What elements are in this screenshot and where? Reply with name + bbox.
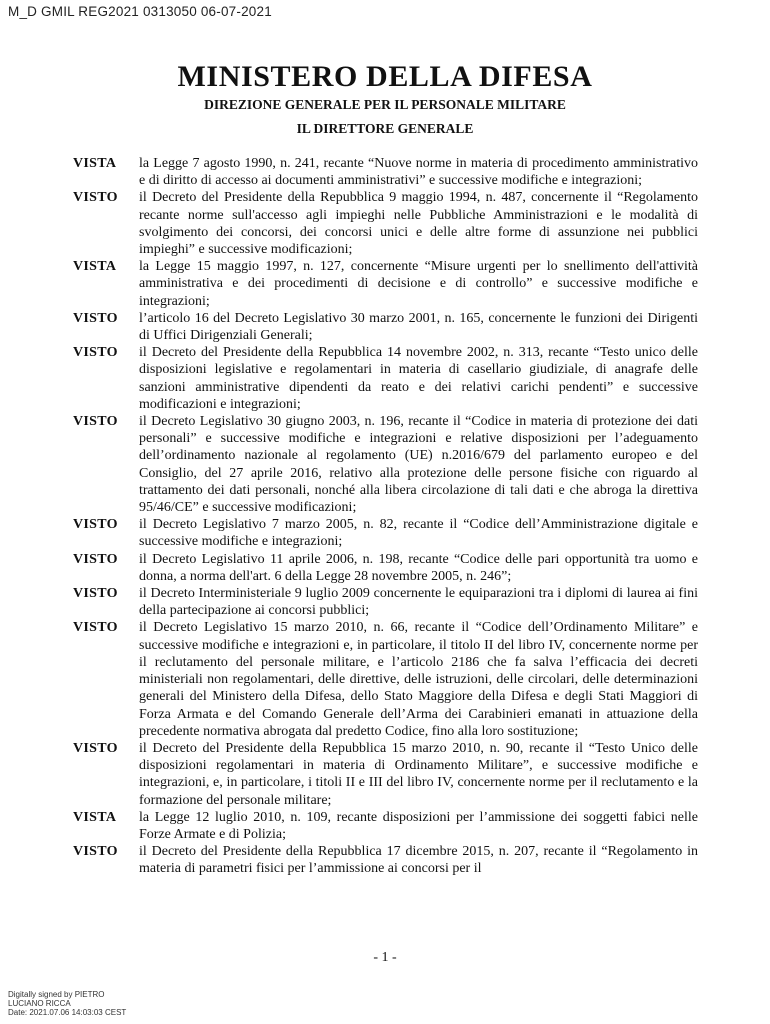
clause-row [73, 843, 698, 877]
digital-signature [8, 990, 126, 1017]
clause-text: la Legge 15 maggio 1997, n. 127, concernente “Misure urgenti per lo snellimento dell'attività amministrativa e dei procedimenti di decisione e di controllo” e successive modifiche e integrazioni; [139, 259, 698, 309]
clause-row [73, 619, 698, 739]
protocol-stamp: M_D GMIL REG2021 0313050 06-07-2021 [8, 4, 272, 19]
clause-row [73, 516, 698, 550]
clause-text: l’articolo 16 del Decreto Legislativo 30 marzo 2001, n. 165, concernente le funzioni dei Dirigenti di Uffici Dirigenziali Generali; [139, 310, 698, 344]
clause-text: il Decreto Legislativo 7 marzo 2005, n. 82, recante il “Codice dell’Amministrazione digitale e successive modifiche e integrazioni; [139, 517, 698, 550]
clause-row [73, 155, 698, 189]
clause-keyword: VISTO [73, 414, 118, 430]
clause-keyword: VISTO [73, 310, 118, 326]
clause-keyword: VISTO [73, 844, 118, 860]
clause-keyword: VISTO [73, 620, 118, 636]
clause-text: il Decreto del Presidente della Repubblica 9 maggio 1994, n. 487, concernente il “Regolamento recante norme sull'accesso agli impieghi nelle Pubbliche Amministrazioni e le modalità di svolgimento dei concorsi, dei concorsi unici e delle altre forme di assunzione nei pubblici impieghi” e successive modificazioni; [139, 190, 698, 258]
clause-row [73, 344, 698, 413]
clause-row [73, 413, 698, 516]
signature-line: Date: 2021.07.06 14:03:03 CEST [8, 1008, 127, 1017]
clause-row [73, 585, 698, 619]
clause-row [73, 551, 698, 585]
clause-text: il Decreto del Presidente della Repubblica 15 marzo 2010, n. 90, recante il “Testo Unico delle disposizioni regolamentari in materia di Ordinamento Militare”, e successive modifiche e integrazioni, e, in particolare, i titoli II e III del libro IV, concernente norme per il reclutamento e la formazione del personale militare; [139, 740, 698, 808]
direction-title: DIREZIONE GENERALE PER IL PERSONALE MILITARE [204, 97, 566, 112]
clause-text: il Decreto Legislativo 11 aprile 2006, n. 198, recante “Codice delle pari opportunità tra uomo e donna, a norma dell'art. 6 della Legge 28 novembre 2005, n. 246”; [139, 551, 698, 584]
clause-text: il Decreto Interministeriale 9 luglio 2009 concernente le equiparazioni tra i diplomi di laurea ai fini della partecipazione ai concorsi pubblici; [139, 586, 698, 619]
signature-line: LUCIANO RICCA [8, 999, 71, 1008]
clause-keyword: VISTO [73, 190, 118, 206]
clause-text: la Legge 12 luglio 2010, n. 109, recante disposizioni per l’ammissione dei soggetti fabici nelle Forze Armate e di Polizia; [139, 809, 698, 842]
clause-row [73, 740, 698, 809]
clause-text: il Decreto del Presidente della Repubblica 14 novembre 2002, n. 313, recante “Testo unico delle disposizioni legislative e regolamentari in materia di casellario giudiziale, di anagrafe delle sanzioni amministrative dipendenti da reato e dei relativi carichi pendenti” e successive modificazioni e integrazioni; [139, 345, 698, 412]
document-body [73, 155, 698, 878]
clause-keyword: VISTA [73, 259, 117, 275]
clause-text: il Decreto del Presidente della Repubblica 17 dicembre 2015, n. 207, recante il “Regolamento in materia di parametri fisici per l’ammissione ai concorsi per il [139, 844, 698, 877]
clause-keyword: VISTO [73, 517, 118, 533]
clause-text: il Decreto Legislativo 30 giugno 2003, n. 196, recante il “Codice in materia di protezione dei dati personali” e successive modifiche e integrazioni e relative disposizioni per l’adeguamento dell’ordinamento nazionale al regolamento (UE) n.2016/679 del parlamento europeo e del Consiglio, del 27 aprile 2016, relativo alla protezione delle persone fisiche con riguardo al trattamento dei dati personali, nonché alla libera circolazione di tali dati e che abroga la direttiva 95/46/CE” e successive modificazioni; [139, 414, 698, 516]
clause-row [73, 258, 698, 310]
signature-line: Digitally signed by PIETRO [8, 990, 105, 999]
clause-keyword: VISTA [73, 809, 117, 825]
clause-keyword: VISTO [73, 586, 118, 602]
clause-text: il Decreto Legislativo 15 marzo 2010, n. 66, recante il “Codice dell’Ordinamento Militare” e successive modifiche e integrazioni e, in particolare, il titolo II del libro IV, concernente norme per il reclutamento del personale militare, e l’articolo 2186 che fa salva l’efficacia dei decreti ministeriali non regolamentari, delle direttive, delle istruzioni, delle circolari, delle determinazioni generali del Ministero della Difesa, dello Stato Maggiore della Difesa e degli Stati Maggiori di Forza Armata e del Comando Generale dell’Arma dei Carabinieri emanati in attuazione della precedente normativa abrogata dal predetto Codice, fino alla loro sostituzione; [139, 620, 698, 739]
clause-text: la Legge 7 agosto 1990, n. 241, recante “Nuove norme in materia di procedimento amministrativo e di diritto di accesso ai documenti amministrativi” e successive modifiche e integrazioni; [139, 156, 698, 189]
ministry-title: MINISTERO DELLA DIFESA [177, 60, 593, 93]
clause-row [73, 189, 698, 258]
clause-row [73, 310, 698, 344]
clause-keyword: VISTO [73, 551, 118, 567]
page-number: - 1 - [373, 950, 397, 965]
clause-row [73, 809, 698, 843]
director-title: IL DIRETTORE GENERALE [296, 121, 474, 136]
clause-keyword: VISTA [73, 156, 117, 171]
clause-keyword: VISTO [73, 345, 118, 361]
clause-keyword: VISTO [73, 740, 118, 756]
